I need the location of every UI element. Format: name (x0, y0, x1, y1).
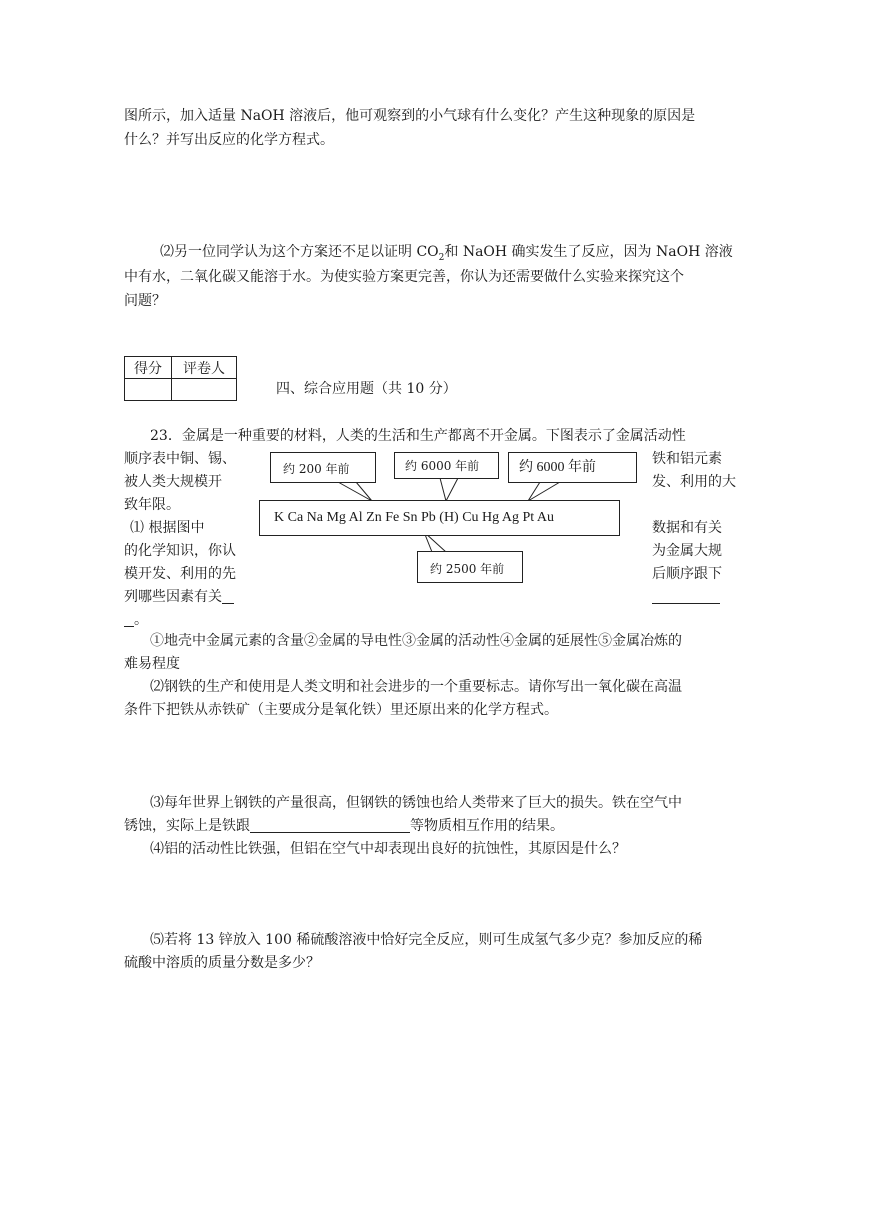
grader-header: 评卷人 (172, 357, 237, 379)
text-line: ⑷铝的活动性比铁强，但铝在空气中却表现出良好的抗蚀性，其原因是什么？ (150, 841, 626, 857)
text-line: ⑵钢铁的生产和使用是人类文明和社会进步的一个重要标志。请你写出一氧化碳在高温 (150, 679, 682, 695)
text-line: ⑶每年世界上钢铁的产量很高，但钢铁的锈蚀也给人类带来了巨大的损失。铁在空气中 (150, 795, 682, 811)
text-fragment: ⑵另一位同学认为这个方案还不足以证明 CO (160, 244, 439, 260)
text-line: 发、利用的大 (652, 474, 736, 490)
text-fragment: 锈蚀，实际上是铁跟 (124, 818, 250, 834)
text-line: ⑴ 根据图中 (130, 520, 205, 536)
text-line: 致年限。 (124, 497, 180, 513)
subscript: 2 (438, 252, 445, 263)
text-fragment: 等物质相互作用的结果。 (410, 818, 564, 834)
text-line: 中有水，二氧化碳又能溶于水。为使实验方案更完善，你认为还需要做什么实验来探究这个 (124, 269, 684, 285)
callout-box: 约 200 年前 (270, 452, 376, 483)
text-line: 图所示，加入适量 NaOH 溶液后，他可观察到的小气球有什么变化？产生这种现象的原因是 (124, 108, 696, 124)
callout-box: 约 6000 年前 (508, 452, 637, 483)
text-line: 数据和有关 (652, 520, 722, 536)
text-line: 23．金属是一种重要的材料，人类的生活和生产都离不开金属。下图表示了金属活动性 (150, 428, 686, 444)
callout-box: 约 6000 年前 (394, 452, 499, 479)
pointer-pb (440, 478, 458, 501)
text-line (124, 817, 564, 835)
text-line: 问题？ (124, 293, 166, 309)
pointer-zn (338, 482, 372, 501)
text-line: 模开发、利用的先 (124, 566, 236, 582)
text-fragment: 和 NaOH 确实发生了反应，因为 NaOH 溶液 (444, 244, 733, 260)
score-header: 得分 (125, 357, 172, 379)
text-line: 什么？并写出反应的化学方程式。 (124, 132, 334, 148)
answer-blank[interactable] (250, 818, 410, 833)
text-fragment: 列哪些因素有关 (124, 589, 222, 605)
text-line: 铁和铝元素 (652, 451, 722, 467)
text-line: 硫酸中溶质的质量分数是多少？ (124, 955, 320, 971)
text-line: ⑸若将 13 锌放入 100 稀硫酸溶液中恰好完全反应，则可生成氢气多少克？参加反应的稀 (150, 932, 703, 948)
text-line: 为金属大规 (652, 543, 722, 559)
text-line: 被人类大规模开 (124, 474, 222, 490)
activity-series: K Ca Na Mg Al Zn Fe Sn Pb (H) Cu Hg Ag Pt Au (259, 500, 620, 536)
text-line: 后顺序跟下 (652, 566, 722, 582)
text-fragment: 。 (134, 612, 148, 628)
text-line: ①地壳中金属元素的含量②金属的导电性③金属的活动性④金属的延展性⑤金属冶炼的 (150, 633, 682, 649)
callout-box: 约 2500 年前 (417, 551, 523, 583)
text-line: 难易程度 (124, 656, 180, 672)
text-line: 条件下把铁从赤铁矿（主要成分是氧化铁）里还原出来的化学方程式。 (124, 702, 558, 718)
text-line: 顺序表中铜、锡、 (124, 451, 236, 467)
section-title: 四、综合应用题（共 10 分） (276, 381, 457, 397)
pointer-cu (528, 482, 560, 501)
text-line: 的化学知识，你认 (124, 543, 236, 559)
